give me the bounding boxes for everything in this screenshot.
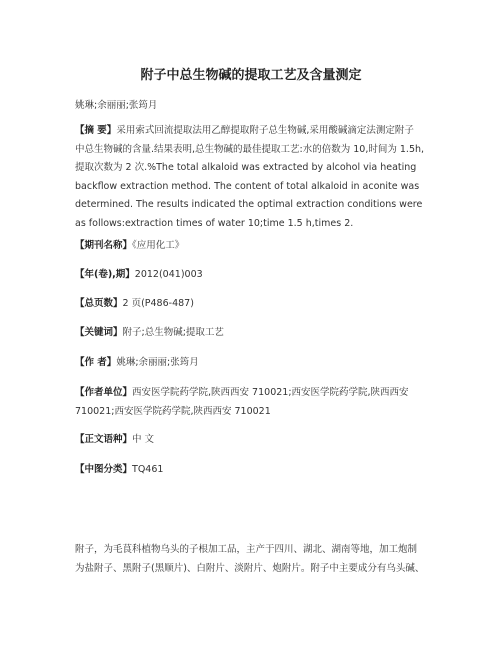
journal-field bbox=[75, 237, 184, 256]
author-value: 姚琳;余丽丽;张筠月 bbox=[116, 357, 199, 368]
affiliation-field bbox=[75, 384, 409, 421]
journal-value: 《应用化工》 bbox=[132, 240, 185, 251]
pages-label: 【总页数】 bbox=[75, 298, 123, 309]
classification-value: TQ461 bbox=[132, 464, 164, 475]
year-issue-field bbox=[75, 266, 203, 285]
affiliation-label: 【作者单位】 bbox=[75, 387, 133, 398]
abstract-line-3: 提取次数为 2 次.%The total alkaloid was extracted by alcohol via heating bbox=[75, 162, 417, 173]
affiliation-value-1: 西安医学院药学院,陕西西安 710021;西安医学院药学院,陕西西安 bbox=[132, 387, 409, 398]
classification-label: 【中图分类】 bbox=[75, 464, 133, 475]
year-issue-label: 【年(卷),期】 bbox=[75, 269, 135, 280]
abstract-line-1 bbox=[75, 122, 437, 141]
keywords-label: 【关键词】 bbox=[75, 327, 123, 338]
abstract-section bbox=[75, 122, 437, 233]
pages-value: 2 页(P486-487) bbox=[122, 298, 194, 309]
language-field bbox=[75, 431, 154, 450]
article-title: 附子中总生物碱的提取工艺及含量测定 bbox=[140, 68, 362, 83]
abstract-line-4: backflow extraction method. The content of total alkaloid in aconite was bbox=[75, 180, 420, 192]
affiliation-line-1 bbox=[75, 384, 409, 403]
abstract-line-2: 中总生物碱的含量.结果表明,总生物碱的最佳提取工艺:水的倍数为 10,时间为 1.5h, bbox=[75, 143, 425, 155]
classification-field bbox=[75, 461, 163, 480]
year-issue-value: 2012(041)003 bbox=[134, 269, 203, 280]
language-value: 中 文 bbox=[132, 434, 155, 445]
pages-field bbox=[75, 295, 194, 314]
body-paragraph bbox=[75, 541, 445, 578]
affiliation-line-2: 710021;西安医学院药学院,陕西西安 710021 bbox=[75, 405, 271, 417]
author-line: 姚琳;余丽丽;张筠月 bbox=[75, 100, 158, 111]
author-field bbox=[75, 354, 199, 373]
body-line-2: 为盐附子、黑附子(黑顺片)、白附片、淡附片、炮附片。附子中主要成分有乌头碱、 bbox=[75, 562, 425, 574]
language-label: 【正文语种】 bbox=[75, 434, 133, 445]
keywords-value: 附子;总生物碱;提取工艺 bbox=[122, 327, 224, 338]
abstract-text-1: 采用索式回流提取法用乙醇提取附子总生物碱,采用酸碱滴定法测定附子 bbox=[116, 125, 414, 136]
author-label: 【作 者】 bbox=[75, 357, 117, 368]
journal-label: 【期刊名称】 bbox=[75, 240, 133, 251]
body-line-1: 附子，为毛茛科植物乌头的子根加工品，主产于四川、湖北、湖南等地，加工炮制 bbox=[75, 544, 418, 555]
keywords-field bbox=[75, 324, 224, 343]
abstract-label: 【摘 要】 bbox=[75, 125, 117, 136]
abstract-line-6: as follows:extraction times of water 10;time 1.5 h,times 2. bbox=[75, 217, 354, 229]
abstract-line-5: determined. The results indicated the optimal extraction conditions were bbox=[75, 199, 423, 210]
